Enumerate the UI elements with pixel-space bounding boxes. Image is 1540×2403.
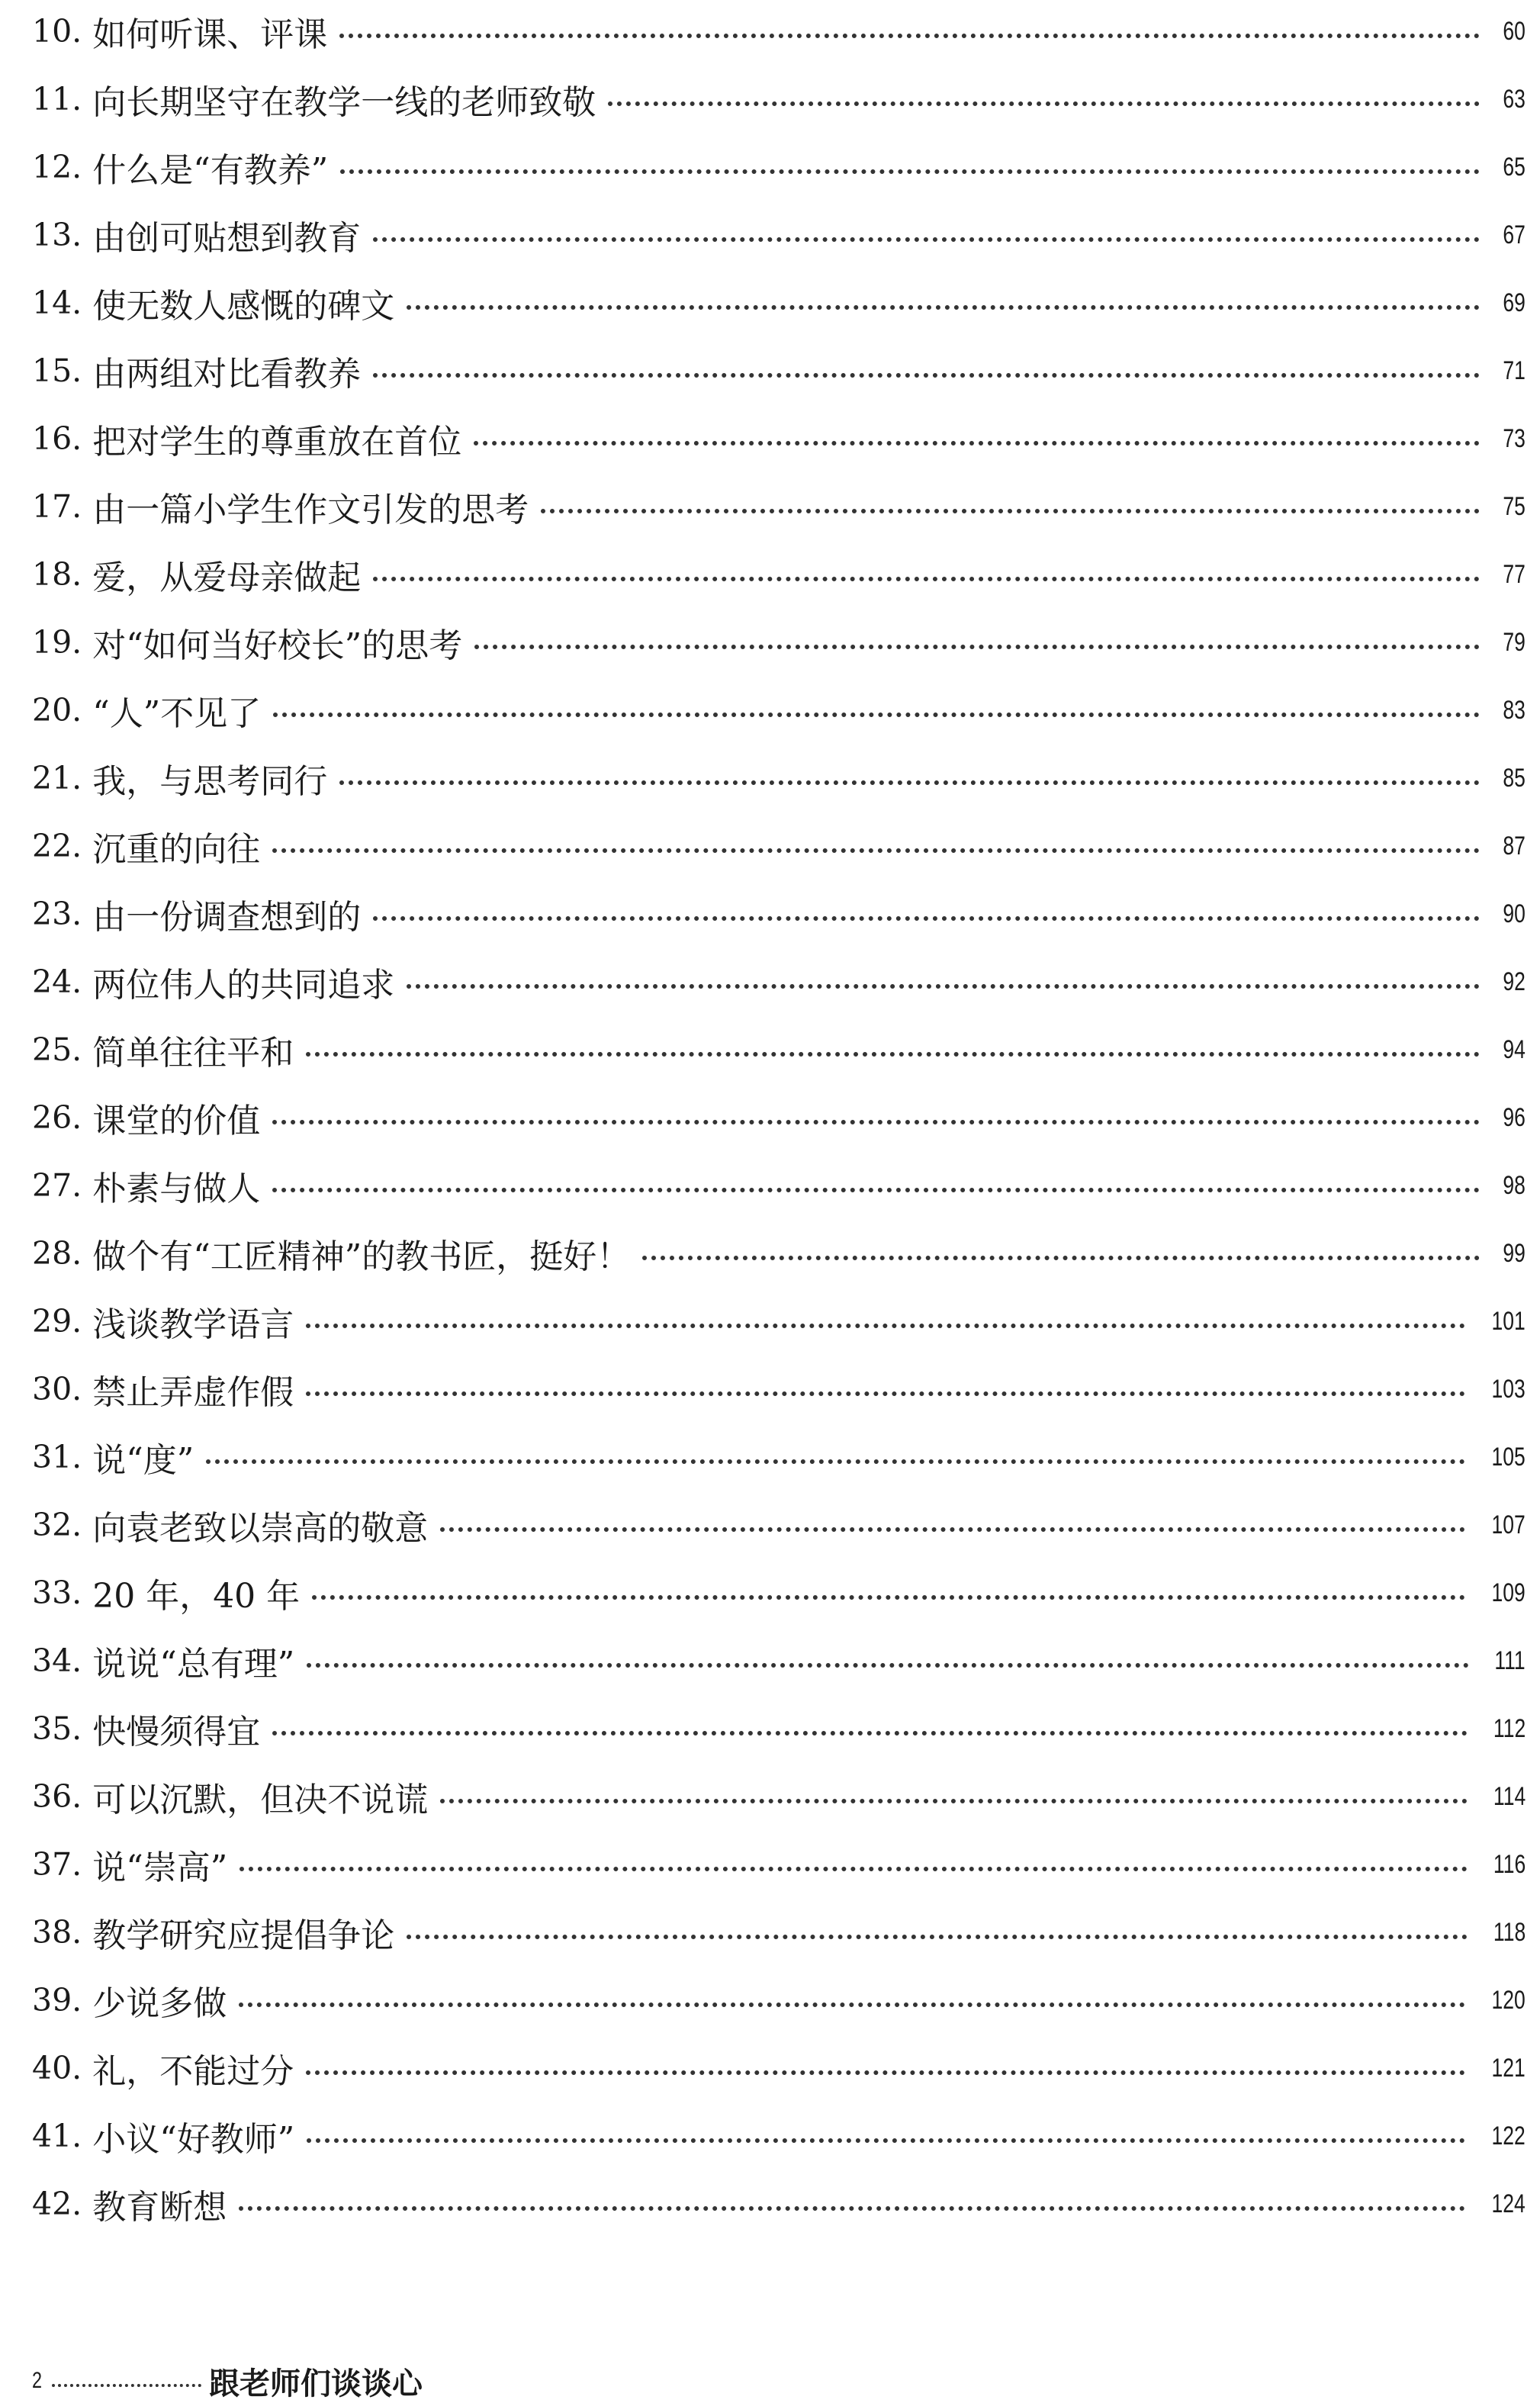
toc-entry[interactable] bbox=[32, 1432, 1526, 1482]
toc-entry-number: 37. bbox=[32, 1846, 82, 1883]
toc-dot-leader bbox=[273, 713, 1480, 717]
toc-entry[interactable] bbox=[32, 1975, 1526, 2025]
toc-entry-number: 19. bbox=[32, 624, 82, 661]
toc-dot-leader bbox=[339, 34, 1480, 38]
toc-entry-page: 92 bbox=[1503, 967, 1526, 996]
toc-entry-title: 礼，不能过分 bbox=[92, 2052, 294, 2091]
toc-entry-number: 36. bbox=[32, 1778, 82, 1815]
toc-entry-number: 35. bbox=[32, 1710, 82, 1747]
toc-entry-page: 124 bbox=[1491, 2189, 1526, 2218]
toc-dot-leader bbox=[306, 1324, 1465, 1328]
toc-dot-leader bbox=[373, 916, 1480, 921]
toc-entry-page: 87 bbox=[1503, 831, 1526, 861]
toc-entry-page: 65 bbox=[1503, 152, 1526, 182]
toc-entry-page: 118 bbox=[1493, 1917, 1526, 1947]
toc-entry-page: 69 bbox=[1503, 288, 1526, 317]
toc-entry-title: 由一份调查想到的 bbox=[92, 898, 362, 937]
toc-entry[interactable] bbox=[32, 889, 1526, 939]
toc-entry[interactable] bbox=[32, 142, 1526, 192]
toc-entry-number: 41. bbox=[32, 2118, 82, 2154]
toc-dot-leader bbox=[407, 1935, 1468, 1939]
toc-entry-page: 85 bbox=[1503, 763, 1526, 793]
toc-entry-title: 浅谈教学语言 bbox=[92, 1305, 294, 1344]
toc-entry-page: 107 bbox=[1491, 1510, 1526, 1539]
toc-entry[interactable] bbox=[32, 549, 1526, 600]
toc-dot-leader bbox=[373, 373, 1480, 378]
toc-entry-title: 20 年，40 年 bbox=[92, 1577, 301, 1616]
toc-dot-leader bbox=[541, 509, 1480, 513]
toc-entry-page: 63 bbox=[1503, 84, 1526, 114]
toc-entry-title: 教学研究应提倡争论 bbox=[92, 1916, 395, 1955]
toc-entry-number: 26. bbox=[32, 1099, 82, 1136]
toc-entry-number: 12. bbox=[32, 149, 82, 185]
toc-entry-title: 我，与思考同行 bbox=[92, 762, 328, 801]
toc-entry[interactable] bbox=[32, 617, 1526, 668]
toc-entry-title: 使无数人感慨的碑文 bbox=[92, 287, 395, 326]
toc-entry-title: 什么是“有教养” bbox=[92, 151, 329, 190]
toc-entry-title: 向袁老致以崇高的敬意 bbox=[92, 1509, 429, 1548]
footer-dot-leader bbox=[52, 2384, 201, 2387]
toc-entry-page: 60 bbox=[1503, 16, 1526, 46]
toc-entry[interactable] bbox=[32, 413, 1526, 464]
toc-entry-number: 23. bbox=[32, 896, 82, 932]
toc-entry-number: 22. bbox=[32, 828, 82, 864]
toc-entry-page: 79 bbox=[1503, 627, 1526, 657]
toc-entry-number: 25. bbox=[32, 1031, 82, 1068]
toc-entry-number: 13. bbox=[32, 217, 82, 253]
toc-entry-title: 说“度” bbox=[92, 1441, 195, 1480]
toc-entry-number: 18. bbox=[32, 556, 82, 593]
toc-entry-page: 105 bbox=[1491, 1442, 1526, 1472]
toc-dot-leader bbox=[240, 1867, 1468, 1871]
toc-entry-page: 111 bbox=[1494, 1645, 1526, 1675]
toc-dot-leader bbox=[306, 1052, 1480, 1057]
toc-dot-leader bbox=[312, 1595, 1465, 1600]
toc-entry-number: 30. bbox=[32, 1371, 82, 1407]
toc-dot-leader bbox=[340, 169, 1480, 174]
toc-dot-leader bbox=[272, 1731, 1468, 1736]
footer-book-title: 跟老师们谈谈心 bbox=[209, 2366, 423, 2401]
toc-dot-leader bbox=[272, 1188, 1480, 1192]
toc-entry-title: 简单往往平和 bbox=[92, 1034, 294, 1073]
toc-entry-title: 由创可贴想到教育 bbox=[92, 219, 362, 258]
toc-entry-number: 10. bbox=[32, 13, 82, 50]
toc-entry-number: 28. bbox=[32, 1235, 82, 1272]
toc-dot-leader bbox=[373, 577, 1480, 581]
toc-entry-number: 27. bbox=[32, 1167, 82, 1204]
toc-entry-title: 把对学生的尊重放在首位 bbox=[92, 423, 462, 462]
toc-entry-page: 101 bbox=[1491, 1306, 1526, 1336]
toc-dot-leader bbox=[407, 984, 1480, 989]
toc-entry-number: 38. bbox=[32, 1914, 82, 1951]
toc-entry[interactable] bbox=[32, 2179, 1526, 2229]
toc-entry-title: 可以沉默，但决不说谎 bbox=[92, 1781, 429, 1819]
toc-entry-page: 83 bbox=[1503, 695, 1526, 725]
toc-entry-title: 小议“好教师” bbox=[92, 2120, 295, 2159]
toc-entry-page: 121 bbox=[1491, 2053, 1526, 2083]
toc-entry[interactable] bbox=[32, 1025, 1526, 1075]
toc-entry-title: 朴素与做人 bbox=[92, 1169, 261, 1208]
toc-dot-leader bbox=[373, 237, 1480, 242]
toc-entry-number: 20. bbox=[32, 692, 82, 729]
toc-entry[interactable] bbox=[32, 6, 1526, 56]
toc-dot-leader bbox=[407, 305, 1480, 310]
toc-entry[interactable] bbox=[32, 1092, 1526, 1143]
toc-entry-number: 42. bbox=[32, 2186, 82, 2222]
toc-entry[interactable] bbox=[32, 753, 1526, 803]
toc-entry-title: 课堂的价值 bbox=[92, 1102, 261, 1140]
toc-dot-leader bbox=[307, 2138, 1465, 2143]
toc-entry[interactable] bbox=[32, 1907, 1526, 1957]
toc-entry-page: 77 bbox=[1503, 559, 1526, 589]
toc-entry[interactable] bbox=[32, 1703, 1526, 1754]
toc-entry[interactable] bbox=[32, 1228, 1526, 1279]
toc-entry-number: 17. bbox=[32, 488, 82, 525]
toc-entry[interactable] bbox=[32, 210, 1526, 260]
toc-entry-page: 112 bbox=[1493, 1713, 1526, 1743]
toc-entry-title: 说“崇高” bbox=[92, 1848, 228, 1887]
toc-entry-title: 禁止弄虚作假 bbox=[92, 1373, 294, 1412]
toc-entry-page: 94 bbox=[1503, 1034, 1526, 1064]
toc-entry-title: 爱，从爱母亲做起 bbox=[92, 558, 362, 597]
toc-entry-title: 少说多做 bbox=[92, 1984, 227, 2023]
toc-entry-title: 说说“总有理” bbox=[92, 1645, 295, 1684]
toc-dot-leader bbox=[307, 1663, 1469, 1668]
toc-entry-page: 99 bbox=[1503, 1238, 1526, 1268]
toc-dot-leader bbox=[306, 1391, 1465, 1396]
toc-entry-number: 34. bbox=[32, 1642, 82, 1679]
toc-entry-number: 14. bbox=[32, 285, 82, 321]
toc-entry-title: 快慢须得宜 bbox=[92, 1713, 261, 1752]
toc-entry[interactable] bbox=[32, 1296, 1526, 1346]
toc-dot-leader bbox=[272, 1120, 1480, 1124]
toc-entry[interactable] bbox=[32, 2043, 1526, 2093]
toc-entry-number: 32. bbox=[32, 1507, 82, 1543]
toc-entry-title: 两位伟人的共同追求 bbox=[92, 966, 395, 1005]
toc-entry-title: 向长期坚守在教学一线的老师致敬 bbox=[92, 83, 596, 122]
toc-entry-page: 67 bbox=[1503, 220, 1526, 249]
toc-entry[interactable] bbox=[32, 346, 1526, 396]
toc-entry[interactable] bbox=[32, 1500, 1526, 1550]
toc-entry-page: 122 bbox=[1491, 2121, 1526, 2150]
toc-entry[interactable] bbox=[32, 278, 1526, 328]
toc-entry[interactable] bbox=[32, 685, 1526, 735]
toc-entry-page: 114 bbox=[1493, 1781, 1526, 1811]
toc-entry-number: 16. bbox=[32, 420, 82, 457]
toc-entry[interactable] bbox=[32, 821, 1526, 871]
toc-entry-number: 33. bbox=[32, 1575, 82, 1611]
toc-dot-leader bbox=[339, 780, 1480, 785]
toc-entry[interactable] bbox=[32, 1364, 1526, 1414]
toc-entry[interactable] bbox=[32, 2111, 1526, 2161]
toc-entry-number: 15. bbox=[32, 352, 82, 389]
toc-entry-page: 75 bbox=[1503, 491, 1526, 521]
toc-entry-number: 39. bbox=[32, 1982, 82, 2019]
toc-entry[interactable] bbox=[32, 1160, 1526, 1211]
toc-dot-leader bbox=[642, 1256, 1480, 1260]
toc-entry-number: 21. bbox=[32, 760, 82, 796]
toc-entry-number: 24. bbox=[32, 963, 82, 1000]
toc-dot-leader bbox=[272, 848, 1480, 853]
toc-entry-title: 对“如何当好校长”的思考 bbox=[92, 626, 463, 665]
page-footer bbox=[32, 2365, 423, 2401]
toc-entry-title: 由一篇小学生作文引发的思考 bbox=[92, 491, 529, 529]
toc-entry-page: 73 bbox=[1503, 423, 1526, 453]
toc-entry[interactable] bbox=[32, 481, 1526, 532]
toc-entry-page: 103 bbox=[1491, 1374, 1526, 1404]
toc-dot-leader bbox=[474, 645, 1480, 649]
toc-entry[interactable] bbox=[32, 1839, 1526, 1890]
toc-entry-title: “人”不见了 bbox=[92, 694, 262, 733]
toc-dot-leader bbox=[608, 101, 1480, 106]
toc-entry-title: 由两组对比看教养 bbox=[92, 355, 362, 394]
footer-page-number: 2 bbox=[32, 2368, 43, 2393]
toc-entry-number: 11. bbox=[32, 81, 82, 117]
toc-entry[interactable] bbox=[32, 1771, 1526, 1822]
toc-entry-page: 98 bbox=[1503, 1170, 1526, 1200]
toc-entry-title: 教育断想 bbox=[92, 2188, 227, 2227]
toc-entry-number: 40. bbox=[32, 2050, 82, 2086]
toc-dot-leader bbox=[306, 2070, 1465, 2075]
toc-entry-number: 31. bbox=[32, 1439, 82, 1475]
toc-entry-page: 96 bbox=[1503, 1102, 1526, 1132]
toc-entry[interactable] bbox=[32, 957, 1526, 1007]
toc-entry-page: 116 bbox=[1493, 1849, 1526, 1879]
toc-entry-title: 做个有“工匠精神”的教书匠，挺好！ bbox=[92, 1237, 631, 1276]
toc-entry-page: 120 bbox=[1491, 1985, 1526, 2015]
toc-entry-number: 29. bbox=[32, 1303, 82, 1340]
toc-dot-leader bbox=[474, 441, 1480, 446]
toc-entry-page: 71 bbox=[1503, 355, 1526, 385]
toc-entry[interactable] bbox=[32, 74, 1526, 124]
toc-dot-leader bbox=[440, 1527, 1465, 1532]
toc-entry[interactable] bbox=[32, 1636, 1526, 1686]
toc-dot-leader bbox=[206, 1459, 1465, 1464]
toc-dot-leader bbox=[440, 1799, 1468, 1803]
toc-entry[interactable] bbox=[32, 1568, 1526, 1618]
toc-entry-page: 109 bbox=[1491, 1578, 1526, 1607]
toc-entry-title: 如何听课、评课 bbox=[92, 15, 328, 54]
toc-dot-leader bbox=[239, 2002, 1465, 2007]
toc-entry-page: 90 bbox=[1503, 899, 1526, 928]
toc-dot-leader bbox=[239, 2206, 1465, 2211]
toc-entry-title: 沉重的向往 bbox=[92, 830, 261, 869]
